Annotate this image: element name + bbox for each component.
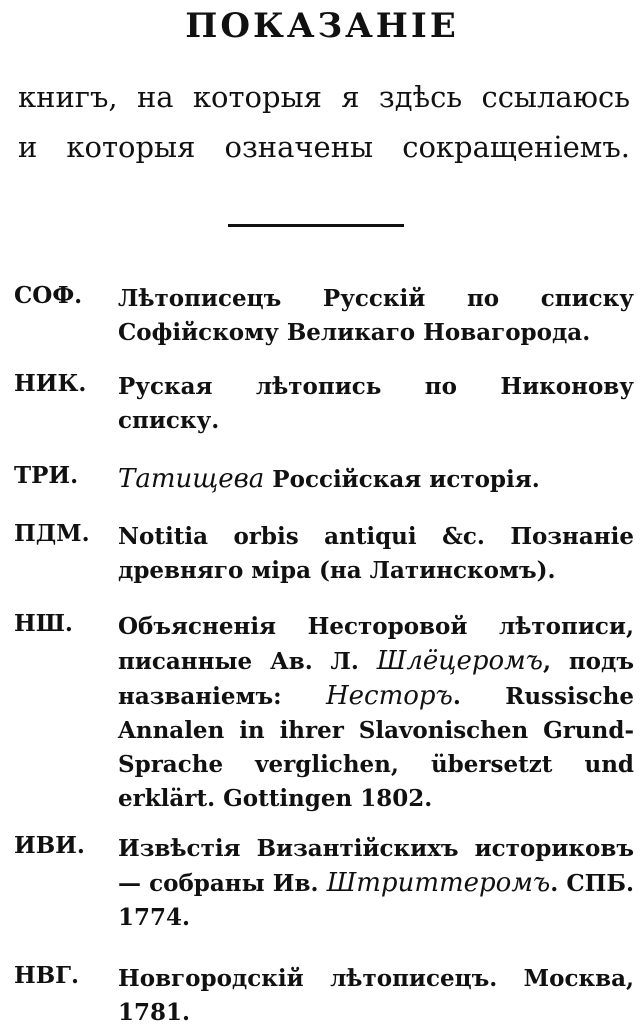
entry-abbreviation: СОФ. bbox=[14, 282, 83, 309]
subtitle-line-2: и которыя означены сокращеніемъ. bbox=[18, 130, 630, 164]
entry-tri bbox=[14, 462, 634, 497]
entry-abbreviation: НИК. bbox=[14, 370, 87, 397]
entry-abbreviation: НШ. bbox=[14, 610, 73, 637]
entry-nsh bbox=[14, 610, 634, 816]
entry-text bbox=[118, 610, 634, 816]
entry-text: Notitia orbis antiqui &c. Познаніе древняго міра (на Латинскомъ). bbox=[118, 523, 634, 584]
entry-text-rest: Россійская исторія. bbox=[264, 466, 540, 493]
entry-text: Руская лѣтопись по Никонову списку. bbox=[118, 373, 634, 434]
entry-text: Лѣтописецъ Русскій по списку Софійскому Великаго Новагорода. bbox=[118, 285, 634, 346]
entry-sof bbox=[14, 282, 634, 350]
author-name-italic: Татищева bbox=[118, 464, 265, 494]
entry-text-part-1: Объясненія Несторовой лѣтописи, писанные Ав. Л. bbox=[118, 613, 634, 675]
entry-abbreviation: ИВИ. bbox=[14, 832, 85, 859]
entry-text-part-2: . СПБ. 1774. bbox=[118, 870, 635, 931]
entry-nvg bbox=[14, 962, 634, 1030]
entry-text bbox=[118, 462, 634, 497]
entry-text: Новгородскій лѣтописецъ. Москва, 1781. bbox=[118, 965, 634, 1026]
entry-text-part-1: Извѣстія Византійскихъ историковъ — собраны Ив. bbox=[118, 835, 634, 897]
work-title-italic: Несторъ bbox=[325, 681, 453, 711]
entry-text-part-2: , подъ названіемъ: bbox=[118, 648, 634, 710]
entry-text-part-3: . Russische Annalen in ihrer Slavonischen Grund-Sprache verglichen, übersetzt und erklärt. Gottingen 1802. bbox=[118, 683, 635, 812]
entry-pdm bbox=[14, 520, 634, 588]
entry-ivi bbox=[14, 832, 634, 935]
entry-nik bbox=[14, 370, 634, 438]
entry-text bbox=[118, 832, 634, 935]
entry-abbreviation: ТРИ. bbox=[14, 462, 79, 489]
entry-abbreviation: НВГ. bbox=[14, 962, 80, 989]
entry-abbreviation: ПДМ. bbox=[14, 520, 90, 547]
author-name-italic: Штриттеромъ bbox=[326, 868, 551, 898]
author-name-italic: Шлёцеромъ bbox=[376, 646, 544, 676]
subtitle-line-1: книгъ, на которыя я здѣсь ссылаюсь bbox=[18, 80, 630, 114]
page-title: ПОКАЗАНІЕ bbox=[185, 6, 459, 46]
horizontal-rule bbox=[228, 224, 404, 227]
